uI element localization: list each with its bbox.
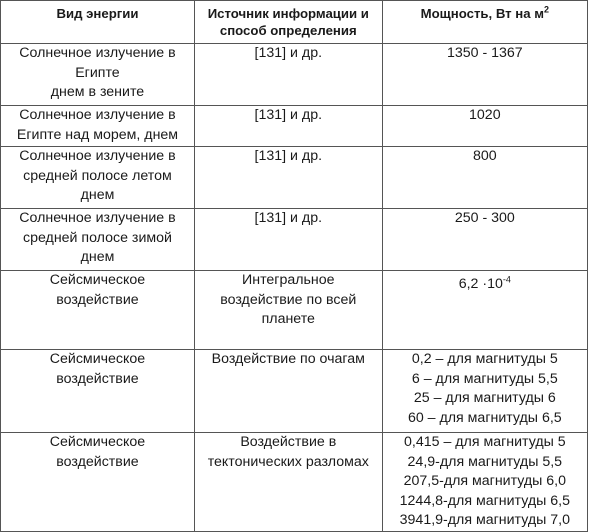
cell-line: днем xyxy=(80,187,115,203)
power-base: 6,2 ·10 xyxy=(458,276,503,292)
table-row xyxy=(1,433,588,532)
cell-line: воздействие xyxy=(56,453,139,470)
cell-line: средней полосе зимой xyxy=(22,229,172,246)
table-row xyxy=(1,106,588,147)
cell-line: Сейсмическое xyxy=(49,351,146,367)
cell-line: планете xyxy=(261,311,315,327)
cell-line: Сейсмическое xyxy=(49,434,146,450)
cell-line: Солнечное излучение в xyxy=(19,210,176,226)
cell-line: днем xyxy=(80,249,115,265)
cell-line: тектонических разломах xyxy=(207,453,369,470)
header-power: Мощность, Вт на $м^2$ xyxy=(382,1,587,44)
cell-source xyxy=(194,433,382,532)
cell-power xyxy=(382,271,587,350)
cell-line: воздействие по всей xyxy=(220,291,357,308)
cell-power xyxy=(382,433,587,532)
cell-line: Солнечное излучение в xyxy=(19,148,176,164)
cell-source: [131] и др. xyxy=(194,147,382,209)
cell-line: Солнечное излучение в xyxy=(19,45,176,61)
cell-source: [131] и др. xyxy=(194,106,382,147)
cell-line: Египте xyxy=(75,64,120,81)
table-row xyxy=(1,209,588,271)
cell-energy-type xyxy=(1,44,195,106)
cell-power: 250 - 300 xyxy=(382,209,587,271)
cell-line: 3941,9-для магнитуды 7,0 xyxy=(399,512,570,528)
cell-line: 207,5-для магнитуды 6,0 xyxy=(403,473,567,489)
cell-line: Солнечное излучение в xyxy=(19,107,176,123)
cell-line: 60 – для магнитуды 6,5 xyxy=(407,409,562,426)
cell-energy-type xyxy=(1,209,195,271)
cell-source: [131] и др. xyxy=(194,209,382,271)
cell-power: 1020 xyxy=(382,106,587,147)
power-exponent: -4 xyxy=(502,274,511,285)
header-power-sup: 2 xyxy=(544,4,550,15)
cell-energy-type xyxy=(1,106,195,147)
cell-energy-type xyxy=(1,147,195,209)
table-row xyxy=(1,271,588,350)
cell-source: Воздействие по очагам xyxy=(194,350,382,433)
cell-line: Египте над морем, днем xyxy=(16,126,179,143)
cell-line: Интегральное xyxy=(242,272,335,288)
cell-power xyxy=(382,350,587,433)
cell-line: 1244,8-для магнитуды 6,5 xyxy=(399,492,570,509)
cell-line: воздействие xyxy=(56,291,139,308)
cell-line: 24,9-для магнитуды 5,5 xyxy=(407,453,563,470)
table-row xyxy=(1,350,588,433)
cell-line: 6 – для магнитуды 5,5 xyxy=(411,370,558,387)
cell-line: Воздействие в xyxy=(240,434,337,450)
header-energy-type: Вид энергии xyxy=(1,1,195,44)
cell-line: 0,2 – для магнитуды 5 xyxy=(411,351,558,367)
header-source xyxy=(194,1,382,44)
cell-line: 0,415 – для магнитуды 5 xyxy=(404,434,566,450)
header-source-line: Источник информации и xyxy=(207,6,369,21)
cell-line: средней полосе летом xyxy=(23,167,172,184)
cell-energy-type xyxy=(1,350,195,433)
cell-line: Сейсмическое xyxy=(49,272,146,288)
table-row xyxy=(1,147,588,209)
cell-line: воздействие xyxy=(56,370,139,387)
table-row xyxy=(1,44,588,106)
header-source-line: способ определения xyxy=(219,23,357,38)
cell-energy-type xyxy=(1,271,195,350)
cell-power: 1350 - 1367 xyxy=(382,44,587,106)
cell-source: [131] и др. xyxy=(194,44,382,106)
cell-power: 800 xyxy=(382,147,587,209)
cell-energy-type xyxy=(1,433,195,532)
cell-line: днем в зените xyxy=(50,84,145,100)
header-row xyxy=(1,1,588,44)
cell-line: 25 – для магнитуды 6 xyxy=(413,390,556,406)
cell-source xyxy=(194,271,382,350)
